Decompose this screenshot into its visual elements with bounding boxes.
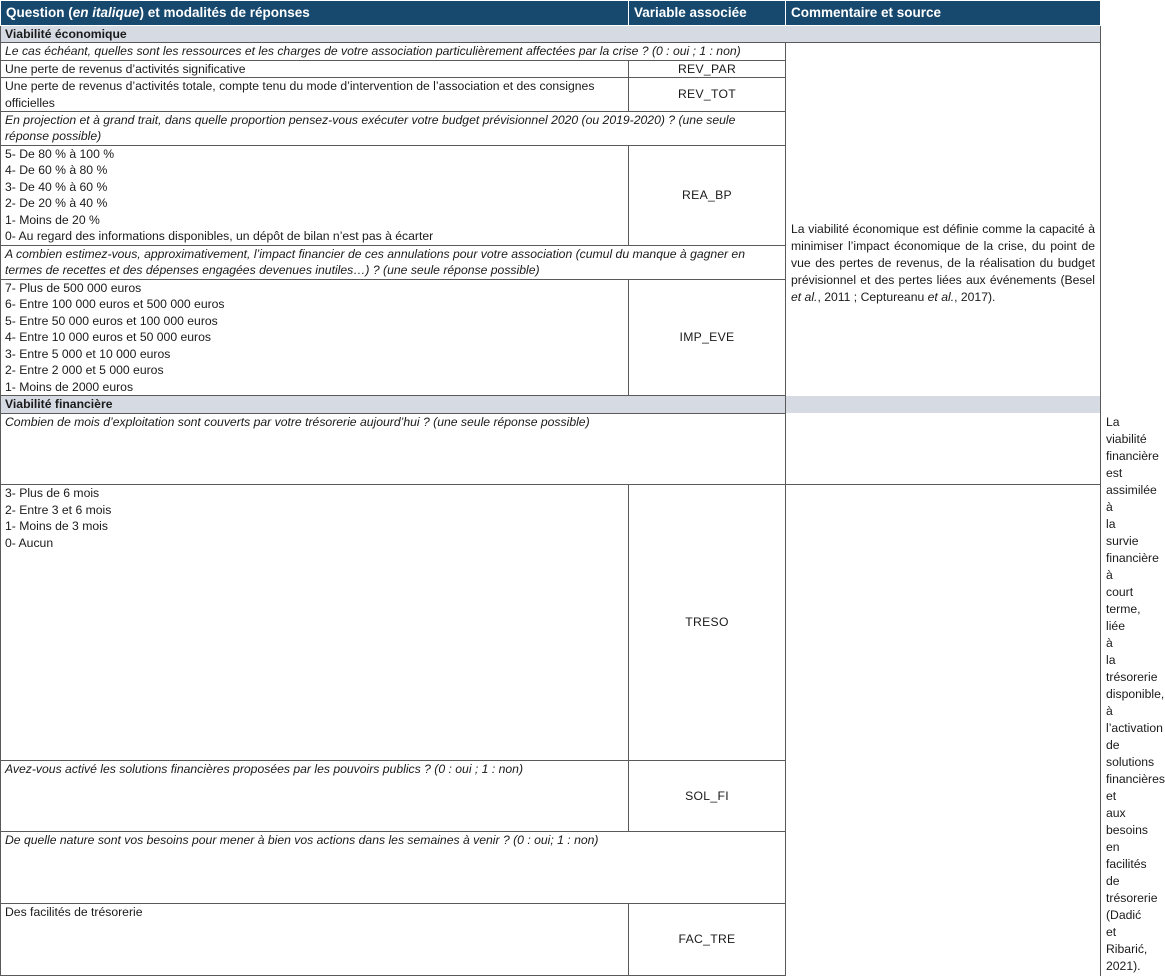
option-item: 2- De 20 % à 40 %	[5, 196, 108, 211]
option-item: 4- De 60 % à 80 %	[5, 163, 108, 178]
option-item: 5- Entre 50 000 euros et 100 000 euros	[5, 313, 218, 328]
table-row	[1, 43, 1101, 60]
question-treso: Combien de mois d’exploitation sont couverts par votre trésorerie aujourd’hui ? (une seule réponse possible)	[1, 413, 786, 485]
options-rea-bp	[1, 145, 629, 245]
question-impact: A combien estimez-vous, approximativement, l’impact financier de ces annulations pour votre association (cumul du manque à gagner en termes de recettes et des dépenses engagées devenues inutiles…) ? (une seule réponse possible)	[1, 245, 786, 279]
answer-rev-par: Une perte de revenus d’activités significative	[1, 60, 629, 77]
variable-imp-eve: IMP_EVE	[629, 279, 786, 396]
section-row	[1, 396, 1101, 413]
header-variable: Variable associée	[629, 1, 786, 26]
option-item: 2- Entre 2 000 et 5 000 euros	[5, 363, 164, 378]
variable-rev-tot: REV_TOT	[629, 78, 786, 112]
header-comment: Commentaire et source	[786, 1, 1101, 26]
option-item: 3- Plus de 6 mois	[5, 486, 100, 501]
header-row	[1, 1, 1101, 26]
variable-rev-par: REV_PAR	[629, 60, 786, 77]
table-row	[1, 485, 1101, 761]
question-besoins: De quelle nature sont vos besoins pour mener à bien vos actions dans les semaines à venir ? (0 : oui; 1 : non)	[1, 832, 786, 904]
option-item: 7- Plus de 500 000 euros	[5, 280, 142, 295]
variable-rea-bp: REA_BP	[629, 145, 786, 245]
table-row	[1, 832, 1101, 904]
option-item: 2- Entre 3 et 6 mois	[5, 502, 112, 517]
question-crise: Le cas échéant, quelles sont les ressources et les charges de votre association particulièrement affectées par la crise ? (0 : oui ; 1 : non)	[1, 43, 786, 60]
section-title-eco: Viabilité économique	[1, 26, 1101, 43]
table-row	[1, 760, 1101, 832]
option-item: 6- Entre 100 000 euros et 500 000 euros	[5, 297, 225, 312]
variable-treso: TRESO	[629, 485, 786, 761]
option-item: 1- Moins de 2000 euros	[5, 379, 134, 394]
answer-rev-tot: Une perte de revenus d’activités totale, compte tenu du mode d’intervention de l’association et des consignes officielles	[1, 78, 629, 112]
option-item: 3- De 40 % à 60 %	[5, 179, 108, 194]
option-item: 1- Moins de 20 %	[5, 212, 100, 227]
section-title-fin: Viabilité financière	[1, 396, 1101, 413]
section-row	[1, 26, 1101, 43]
variable-sol-fi: SOL_FI	[629, 760, 786, 832]
question-sol: Avez-vous activé les solutions financières proposées par les pouvoirs publics ? (0 : oui ; 1 : non)	[1, 760, 629, 832]
answer-fac-tre: Des facilités de trésorerie	[1, 903, 629, 975]
options-imp-eve	[1, 279, 629, 396]
table-row: Combien de mois d’exploitation sont couverts par votre trésorerie aujourd’hui ? (une seule réponse possible) La viabilité financière est assimilée à la survie financière à court terme, liée à la trésorerie disponible, à l’activation de solutions financières et aux besoins en facilités de trésorerie (Dadić et Ribarić, 2021).	[1, 413, 1101, 485]
header-question: Question (en italique) et modalités de réponses	[1, 1, 629, 26]
option-item: 5- De 80 % à 100 %	[5, 146, 115, 161]
variable-fac-tre: FAC_TRE	[629, 903, 786, 975]
option-item: 4- Entre 10 000 euros et 50 000 euros	[5, 330, 211, 345]
option-item: 1- Moins de 3 mois	[5, 519, 108, 534]
option-item: 0- Aucun	[5, 535, 54, 550]
question-budget: En projection et à grand trait, dans quelle proportion pensez-vous exécuter votre budget prévisionnel 2020 (ou 2019-2020) ? (une seule réponse possible)	[1, 112, 786, 146]
option-item: 0- Au regard des informations disponibles, un dépôt de bilan n’est pas à écarter	[5, 229, 434, 244]
option-item: 3- Entre 5 000 et 10 000 euros	[5, 346, 171, 361]
options-treso	[1, 485, 629, 761]
table-row	[1, 903, 1101, 975]
comment-eco: La viabilité économique est définie comme la capacité à minimiser l’impact économique de la crise, du point de vue des pertes de revenus, de la réalisation du budget prévisionnel et des pertes liées aux événements (Besel et al., 2011 ; Ceptureanu et al., 2017).	[786, 43, 1101, 485]
